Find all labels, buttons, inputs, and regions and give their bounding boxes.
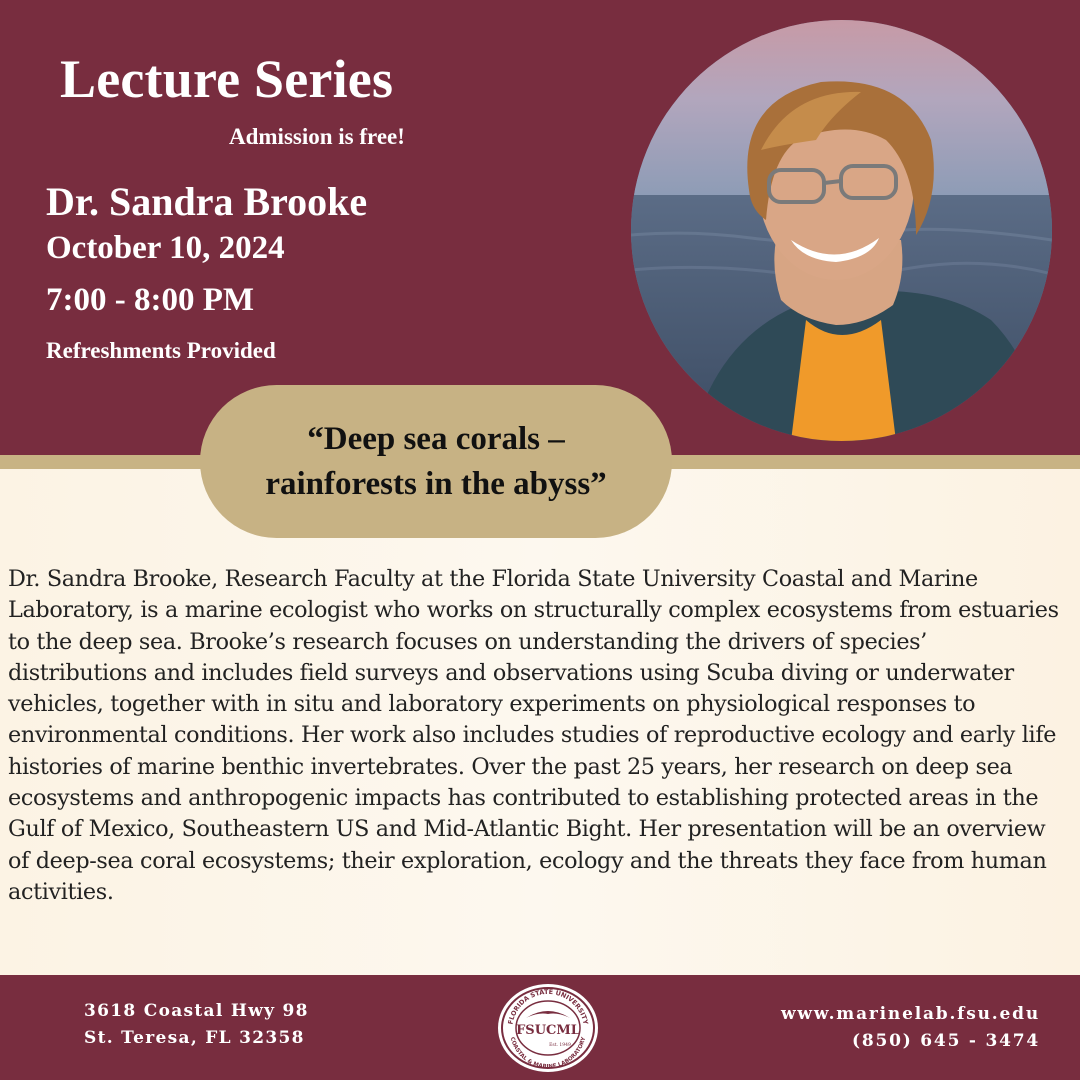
bio-paragraph: Dr. Sandra Brooke, Research Faculty at the Florida State University Coastal and Marine Laboratory, is a marine ecologist who works on structurally complex ecosystems from estuaries to the deep sea. Brooke’s research focuses on understanding the drivers of species’ distributions and includes field surveys and observations using Scuba diving or underwater vehicles, together with in situ and laboratory experiments on physiological responses to environmental conditions. Her work also includes studies of reproductive ecology and early life histories of marine benthic invertebrates. Over the past 25 years, her research on deep sea ecosystems and anthropogenic impacts has contributed to establishing protected areas in the Gulf of Mexico, Southeastern US and Mid-Atlantic Bight. Her presentation will be an overview of deep-sea coral ecosystems; their exploration, ecology and the threats they face from human activities. [8,566,1059,905]
talk-title-pill [200,385,672,538]
speaker-bio [8,564,1070,908]
logo-ring-bottom: COASTAL & MARINE LABORATORY [508,1036,588,1071]
page-title: Lecture Series [60,49,394,109]
address-block [84,998,309,1052]
phone-number: (850) 645 - 3474 [852,1031,1040,1051]
admission-note: Admission is free! [229,124,405,149]
talk-title-line-2: rainforests in the abyss” [265,465,607,502]
fsucml-logo [496,982,600,1074]
talk-title [226,417,646,507]
logo-ring-top: FLORIDA STATE UNIVERSITY [506,987,590,1026]
speaker-name: Dr. Sandra Brooke [46,179,368,224]
website-link[interactable]: www.marinelab.fsu.edu [780,1004,1040,1024]
logo-text: FSUCML [516,1023,580,1038]
event-time: 7:00 - 8:00 PM [46,282,255,318]
refreshments-note: Refreshments Provided [46,338,276,363]
speaker-photo [631,20,1052,441]
address-line-2: St. Teresa, FL 32358 [84,1028,305,1048]
event-date: October 10, 2024 [46,230,285,266]
address-line-1: 3618 Coastal Hwy 98 [84,1001,309,1021]
talk-title-line-1: “Deep sea corals – [307,420,565,457]
logo-est: Est. 1949 [549,1043,571,1048]
speaker-portrait-image [631,20,1052,441]
contact-block [781,1001,1040,1055]
